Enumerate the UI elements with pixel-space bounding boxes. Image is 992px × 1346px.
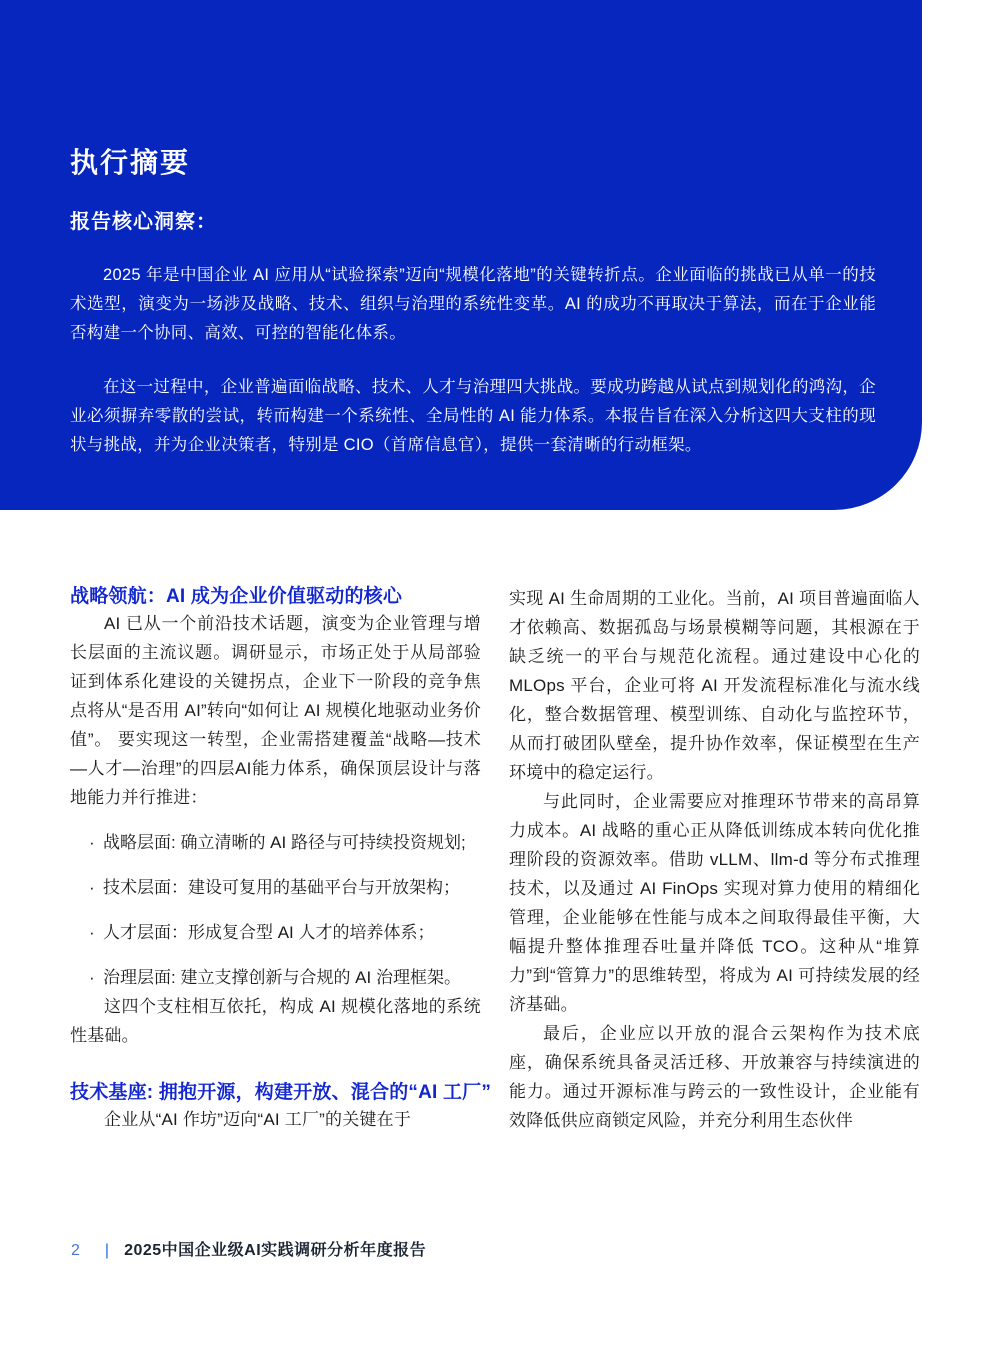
column-right bbox=[509, 584, 920, 1135]
body-paragraph: 实现 AI 生命周期的工业化。当前，AI 项目普遍面临人才依赖高、数据孤岛与场景模糊等问题，其根源在于缺乏统一的平台与规范化流程。通过建设中心化的 MLOps 平台，企业可将 AI 开发流程标准化与流水线化，整合数据管理、模型训练、自动化与监控环节，从而打破团队壁垒，提升协作效率，保证模型在生产环境中的稳定运行。 bbox=[509, 589, 920, 782]
page-title: 执行摘要 bbox=[70, 147, 191, 178]
hero-section bbox=[0, 0, 922, 510]
bullet-text: 技术层面：建设可复用的基础平台与开放架构； bbox=[103, 878, 460, 897]
hero-paragraph-2: 在这一过程中，企业普遍面临战略、技术、人才与治理四大挑战。要成功跨越从试点到规划化的鸿沟，企业必须摒弃零散的尝试，转而构建一个系统性、全局性的 AI 能力体系。本报告旨在深入分析这四大支柱的现状与挑战，并为企业决策者，特别是 CIO（首席信息官），提供一套清晰的行动框架。 bbox=[70, 377, 876, 454]
bullet-item bbox=[70, 828, 481, 857]
hero-paragraphs bbox=[70, 261, 876, 460]
body-paragraph: 企业从“AI 作坊”迈向“AI 工厂”的关键在于 bbox=[104, 1110, 412, 1129]
bullet-dot: · bbox=[89, 968, 95, 987]
bullet-text: 战略层面: 确立清晰的 AI 路径与可持续投资规划; bbox=[103, 833, 466, 852]
section-heading-technology: 技术基座: 拥抱开源，构建开放、混合的“AI 工厂” bbox=[70, 1082, 492, 1103]
body-paragraph: 与此同时，企业需要应对推理环节带来的高昂算力成本。AI 战略的重心正从降低训练成本转向优化推理阶段的资源效率。借助 vLLM、llm-d 等分布式推理技术，以及通过 AI FinOps 实现对算力使用的精细化管理，企业能够在性能与成本之间取得最佳平衡，大幅提升整体推理吞吐量并降低 TCO。这种从“堆算力”到“管算力”的思维转型，将成为 AI 可持续发展的经济基础。 bbox=[509, 792, 920, 1014]
bullet-dot: · bbox=[89, 878, 95, 897]
hero-subtitle: 报告核心洞察： bbox=[70, 210, 217, 233]
footer-report-title: 2025中国企业级AI实践调研分析年度报告 bbox=[124, 1242, 427, 1259]
hero-paragraph-1: 2025 年是中国企业 AI 应用从“试验探索”迈向“规模化落地”的关键转折点。企业面临的挑战已从单一的技术选型，演变为一场涉及战略、技术、组织与治理的系统性变革。AI 的成功不再取决于算法，而在于企业能否构建一个协同、高效、可控的智能化体系。 bbox=[70, 265, 876, 342]
bullet-item bbox=[70, 918, 481, 947]
page-footer bbox=[71, 1240, 426, 1262]
body-paragraph: AI 已从一个前沿技术话题，演变为企业管理与增长层面的主流议题。调研显示，市场正处于从局部验证到体系化建设的关键拐点，企业下一阶段的竞争焦点将从“是否用 AI”转向“如何让 AI 规模化地驱动业务价值”。 要实现这一转型，企业需搭建覆盖“战略—技术—人才—治理”的四层AI能力体系，确保顶层设计与落地能力并行推进： bbox=[70, 614, 481, 807]
bullet-dot: · bbox=[89, 833, 95, 852]
bullet-text: 人才层面：形成复合型 AI 人才的培养体系； bbox=[103, 923, 435, 942]
body-columns bbox=[70, 584, 920, 1135]
footer-separator: | bbox=[104, 1242, 110, 1259]
bullet-list bbox=[70, 828, 481, 992]
column-left bbox=[70, 584, 492, 1135]
page-number: 2 bbox=[71, 1242, 80, 1259]
body-paragraph: 最后，企业应以开放的混合云架构作为技术底座，确保系统具备灵活迁移、开放兼容与持续演进的能力。通过开源标准与跨云的一致性设计，企业能有效降低供应商锁定风险，并充分利用生态伙伴 bbox=[509, 1024, 920, 1130]
bullet-item bbox=[70, 873, 481, 902]
bullet-dot: · bbox=[89, 923, 95, 942]
bullet-text: 治理层面: 建立支撑创新与合规的 AI 治理框架。 bbox=[103, 968, 461, 987]
body-paragraph: 这四个支柱相互依托，构成 AI 规模化落地的系统性基础。 bbox=[70, 997, 481, 1045]
bullet-item bbox=[70, 963, 481, 992]
section-heading-strategy: 战略领航：AI 成为企业价值驱动的核心 bbox=[70, 586, 403, 607]
